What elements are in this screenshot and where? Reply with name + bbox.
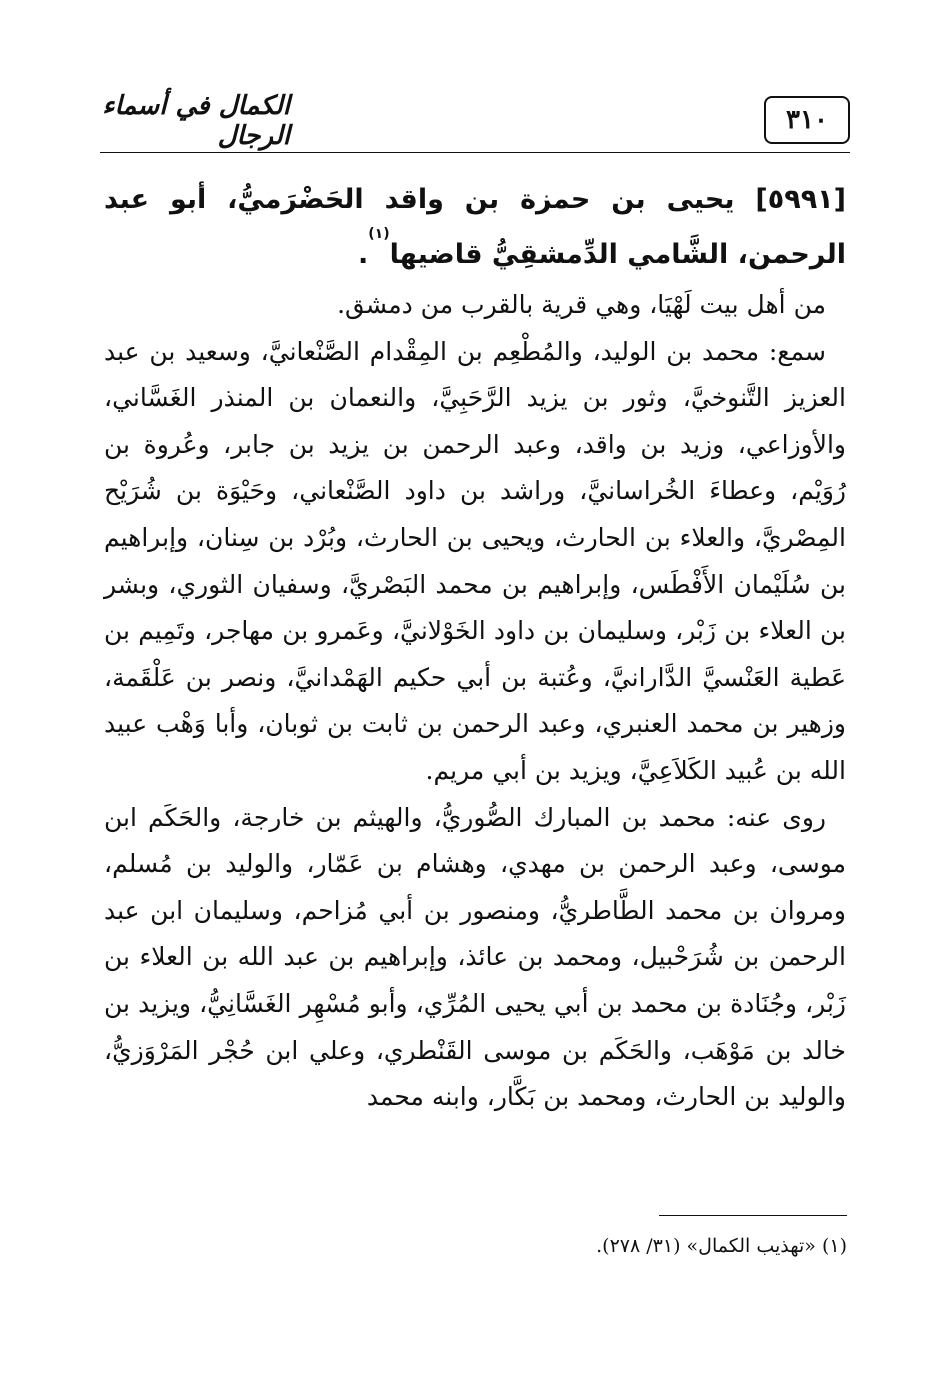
footnote-marker: (١) (368, 226, 390, 242)
entry-heading (104, 172, 846, 282)
running-title: الكمال في أسماء الرجال (102, 91, 290, 151)
paragraph-narrated-by (104, 795, 846, 1121)
entry-heading-text: [٥٩٩١] يحيى بن حمزة بن واقد الحَضْرَميُّ، أبو عبد الرحمن، الشَّامي الدِّمشقِيُّ قاضيها (104, 184, 846, 270)
page-header (100, 91, 850, 156)
paragraph-heard-from (104, 329, 846, 795)
main-content (104, 172, 846, 1121)
page-number: ٣١٠ (764, 96, 850, 144)
paragraph-origin (104, 282, 846, 329)
header-rule (100, 152, 850, 153)
footnote: (١) «تهذيب الكمال» (٣١/ ٢٧٨). (596, 1235, 847, 1257)
entry-heading-end: . (358, 239, 369, 270)
footnote-rule (659, 1215, 847, 1216)
paragraph-heard-from-text: سمع: محمد بن الوليد، والمُطْعِم بن المِقْدام الصَّنْعانيَّ، وسعيد بن عبد العزيز التَّنوخيَّ، وثور بن يزيد الرَّحَبِيَّ، والنعمان بن المنذر الغَسَّاني، والأوزاعي، وزيد بن واقد، وعبد الرحمن بن يزيد بن جابر، وعُروة بن رُوَيْم، وعطاءَ الخُراسانيَّ، وراشد بن داود الصَّنْعاني، وحَيْوَة بن شُرَيْح المِصْريَّ، والعلاء بن الحارث، ويحيى بن الحارث، وبُرْد بن سِنان، وإبراهيم بن سُلَيْمان الأَفْطَس، وإبراهيم بن محمد البَصْريَّ، وسفيان الثوري، وبشر بن العلاء بن زَبْر، وسليمان بن داود الخَوْلانيَّ، وعَمرو بن مهاجر، وتَمِيم بن عَطية العَنْسيَّ الدَّارانيَّ، وعُتبة بن أبي حكيم الهَمْدانيَّ، ونصر بن عَلْقَمة، وزهير بن محمد العنبري، وعبد الرحمن بن ثابت بن ثوبان، وأبا وَهْب عبيد الله بن عُبيد الكَلاَعِيَّ، ويزيد بن أبي مريم. (104, 336, 846, 785)
paragraph-narrated-by-text: روى عنه: محمد بن المبارك الصُّوريُّ، والهيثم بن خارجة، والحَكَم ابن موسى، وعبد الرحمن بن مهدي، وهشام بن عَمّار، والوليد بن مُسلم، ومروان بن محمد الطَّاطريُّ، ومنصور بن أبي مُزاحم، وسليمان ابن عبد الرحمن بن شُرَحْبيل، ومحمد بن عائذ، وإبراهيم بن عبد الله بن العلاء بن زَبْر، وجُنَادة بن محمد بن أبي يحيى المُرِّي، وأبو مُسْهِر الغَسَّانِيُّ، ويزيد بن خالد بن مَوْهَب، والحَكَم بن موسى القَنْطري، وعلي ابن حُجْر المَرْوَزيُّ، والوليد بن الحارث، ومحمد بن بَكَّار، وابنه محمد (104, 802, 846, 1112)
paragraph-origin-text: من أهل بيت لَهْيَا، وهي قرية بالقرب من دمشق. (337, 290, 826, 319)
